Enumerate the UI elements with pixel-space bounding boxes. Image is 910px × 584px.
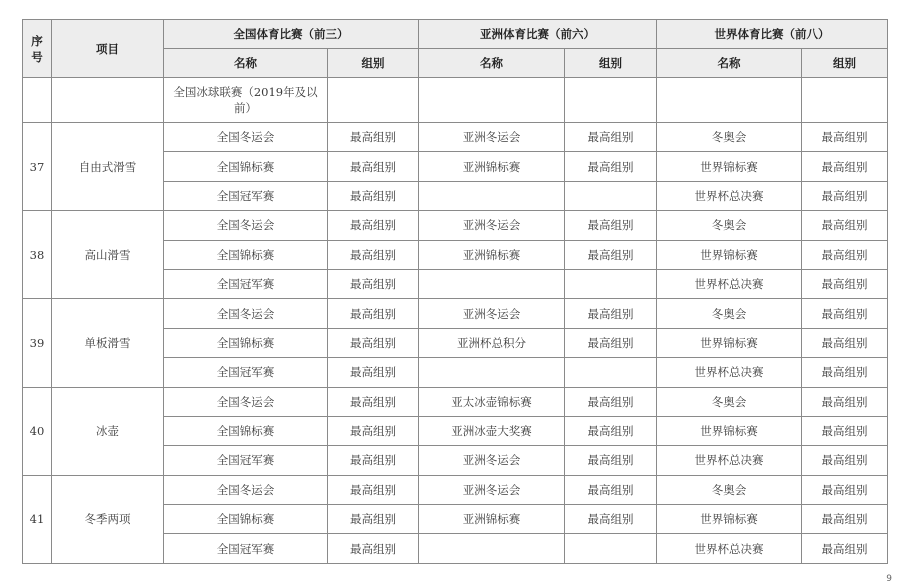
table-cell: 全国冠军赛	[164, 181, 328, 210]
national-header: 全国体育比赛（前三）	[164, 20, 419, 49]
table-cell: 世界杯总决赛	[657, 534, 802, 563]
table-cell: 最高组别	[328, 299, 419, 328]
table-cell: 最高组别	[802, 358, 888, 387]
table-cell: 世界杯总决赛	[657, 181, 802, 210]
table-cell: 最高组别	[328, 181, 419, 210]
asian-name-header: 名称	[419, 49, 565, 78]
table-row	[23, 123, 888, 152]
seq-header-text: 序 号	[31, 33, 43, 64]
sports-events-table	[22, 19, 888, 564]
table-cell: 最高组别	[565, 211, 657, 240]
table-cell: 最高组别	[328, 240, 419, 269]
table-cell: 世界锦标赛	[657, 240, 802, 269]
table-cell: 全国冬运会	[164, 123, 328, 152]
table-cell: 最高组别	[802, 123, 888, 152]
table-cell: 世界杯总决赛	[657, 269, 802, 298]
table-cell: 亚洲锦标赛	[419, 152, 565, 181]
table-cell: 全国冬运会	[164, 299, 328, 328]
table-cell: 全国冠军赛	[164, 358, 328, 387]
table-cell: 全国锦标赛	[164, 505, 328, 534]
table-cell: 最高组别	[328, 123, 419, 152]
table-cell	[565, 534, 657, 563]
seq-cell: 37	[23, 123, 52, 211]
asian-header: 亚洲体育比赛（前六）	[419, 20, 657, 49]
table-cell: 最高组别	[802, 505, 888, 534]
world-header: 世界体育比赛（前八）	[657, 20, 888, 49]
seq-cell: 38	[23, 211, 52, 299]
table-cell: 最高组别	[328, 269, 419, 298]
table-cell: 世界杯总决赛	[657, 358, 802, 387]
table-cell: 最高组别	[328, 387, 419, 416]
seq-header	[23, 20, 52, 78]
table-body	[23, 78, 888, 564]
table-row	[23, 78, 888, 123]
table-row	[23, 211, 888, 240]
table-cell: 最高组别	[328, 328, 419, 357]
table-row	[23, 387, 888, 416]
table-cell: 世界锦标赛	[657, 416, 802, 445]
item-cell: 单板滑雪	[52, 299, 164, 387]
table-cell	[328, 78, 419, 123]
table-cell: 亚洲锦标赛	[419, 240, 565, 269]
table-cell: 世界锦标赛	[657, 152, 802, 181]
table-row	[23, 475, 888, 504]
table-cell: 亚洲冬运会	[419, 446, 565, 475]
table-cell: 最高组别	[565, 123, 657, 152]
table-cell: 最高组别	[565, 299, 657, 328]
table-cell: 全国冬运会	[164, 211, 328, 240]
table-cell: 冬奥会	[657, 123, 802, 152]
table-cell: 亚洲冬运会	[419, 211, 565, 240]
table-cell: 最高组别	[328, 416, 419, 445]
table-cell: 世界杯总决赛	[657, 446, 802, 475]
table-cell: 冬奥会	[657, 387, 802, 416]
world-name-header: 名称	[657, 49, 802, 78]
table-cell: 亚洲锦标赛	[419, 505, 565, 534]
table-cell: 全国冰球联赛（2019年及以前）	[164, 78, 328, 123]
table-cell: 最高组别	[802, 387, 888, 416]
table-cell: 最高组别	[328, 358, 419, 387]
table-cell: 全国锦标赛	[164, 152, 328, 181]
table-cell	[657, 78, 802, 123]
table-cell	[565, 358, 657, 387]
page-number: 9	[886, 574, 892, 584]
table-cell: 最高组别	[802, 211, 888, 240]
item-cell: 冰壶	[52, 387, 164, 475]
table-cell: 最高组别	[328, 475, 419, 504]
table-cell: 最高组别	[565, 152, 657, 181]
table-cell	[419, 534, 565, 563]
table-cell: 全国冬运会	[164, 387, 328, 416]
table-cell: 最高组别	[565, 240, 657, 269]
table-cell: 亚太冰壶锦标赛	[419, 387, 565, 416]
table-cell: 世界锦标赛	[657, 505, 802, 534]
table-cell: 最高组别	[802, 534, 888, 563]
table-cell: 最高组别	[802, 181, 888, 210]
table-cell: 最高组别	[565, 505, 657, 534]
item-cell: 高山滑雪	[52, 211, 164, 299]
table-cell: 最高组别	[328, 534, 419, 563]
table-cell: 亚洲冬运会	[419, 299, 565, 328]
table-cell: 最高组别	[802, 328, 888, 357]
table-cell	[23, 78, 52, 123]
table-cell: 亚洲冬运会	[419, 123, 565, 152]
seq-cell: 41	[23, 475, 52, 563]
table-cell: 最高组别	[565, 475, 657, 504]
table-cell	[419, 78, 565, 123]
world-group-header: 组别	[802, 49, 888, 78]
table-cell: 亚洲杯总积分	[419, 328, 565, 357]
table-cell	[419, 358, 565, 387]
table-cell: 世界锦标赛	[657, 328, 802, 357]
table-cell: 冬奥会	[657, 211, 802, 240]
table-cell: 最高组别	[328, 505, 419, 534]
table-cell: 最高组别	[565, 328, 657, 357]
table-cell: 最高组别	[802, 269, 888, 298]
table-cell: 亚洲冰壶大奖赛	[419, 416, 565, 445]
table-row	[23, 299, 888, 328]
national-group-header: 组别	[328, 49, 419, 78]
table-cell: 最高组别	[565, 446, 657, 475]
national-name-header: 名称	[164, 49, 328, 78]
table-cell: 冬奥会	[657, 475, 802, 504]
table-cell	[419, 181, 565, 210]
item-cell: 冬季两项	[52, 475, 164, 563]
table-cell: 全国锦标赛	[164, 240, 328, 269]
table-cell: 最高组别	[802, 446, 888, 475]
table-cell: 全国锦标赛	[164, 416, 328, 445]
asian-group-header: 组别	[565, 49, 657, 78]
table-cell: 全国冠军赛	[164, 446, 328, 475]
table-cell: 最高组别	[802, 299, 888, 328]
table-cell	[802, 78, 888, 123]
table-cell: 亚洲冬运会	[419, 475, 565, 504]
seq-cell: 39	[23, 299, 52, 387]
table-cell: 最高组别	[565, 387, 657, 416]
table-cell	[419, 269, 565, 298]
item-cell: 自由式滑雪	[52, 123, 164, 211]
table-cell	[565, 181, 657, 210]
table-cell: 最高组别	[565, 416, 657, 445]
table-cell: 最高组别	[802, 416, 888, 445]
table-cell	[565, 269, 657, 298]
table-cell: 最高组别	[328, 211, 419, 240]
seq-cell: 40	[23, 387, 52, 475]
table-cell: 最高组别	[328, 152, 419, 181]
table-cell: 最高组别	[802, 475, 888, 504]
table-cell: 全国冬运会	[164, 475, 328, 504]
table-cell	[565, 78, 657, 123]
table-cell: 最高组别	[802, 240, 888, 269]
item-header: 项目	[52, 20, 164, 78]
table-cell: 最高组别	[802, 152, 888, 181]
table-cell: 最高组别	[328, 446, 419, 475]
table-cell	[52, 78, 164, 123]
table-cell: 全国锦标赛	[164, 328, 328, 357]
table-cell: 全国冠军赛	[164, 269, 328, 298]
table-cell: 全国冠军赛	[164, 534, 328, 563]
table-cell: 冬奥会	[657, 299, 802, 328]
